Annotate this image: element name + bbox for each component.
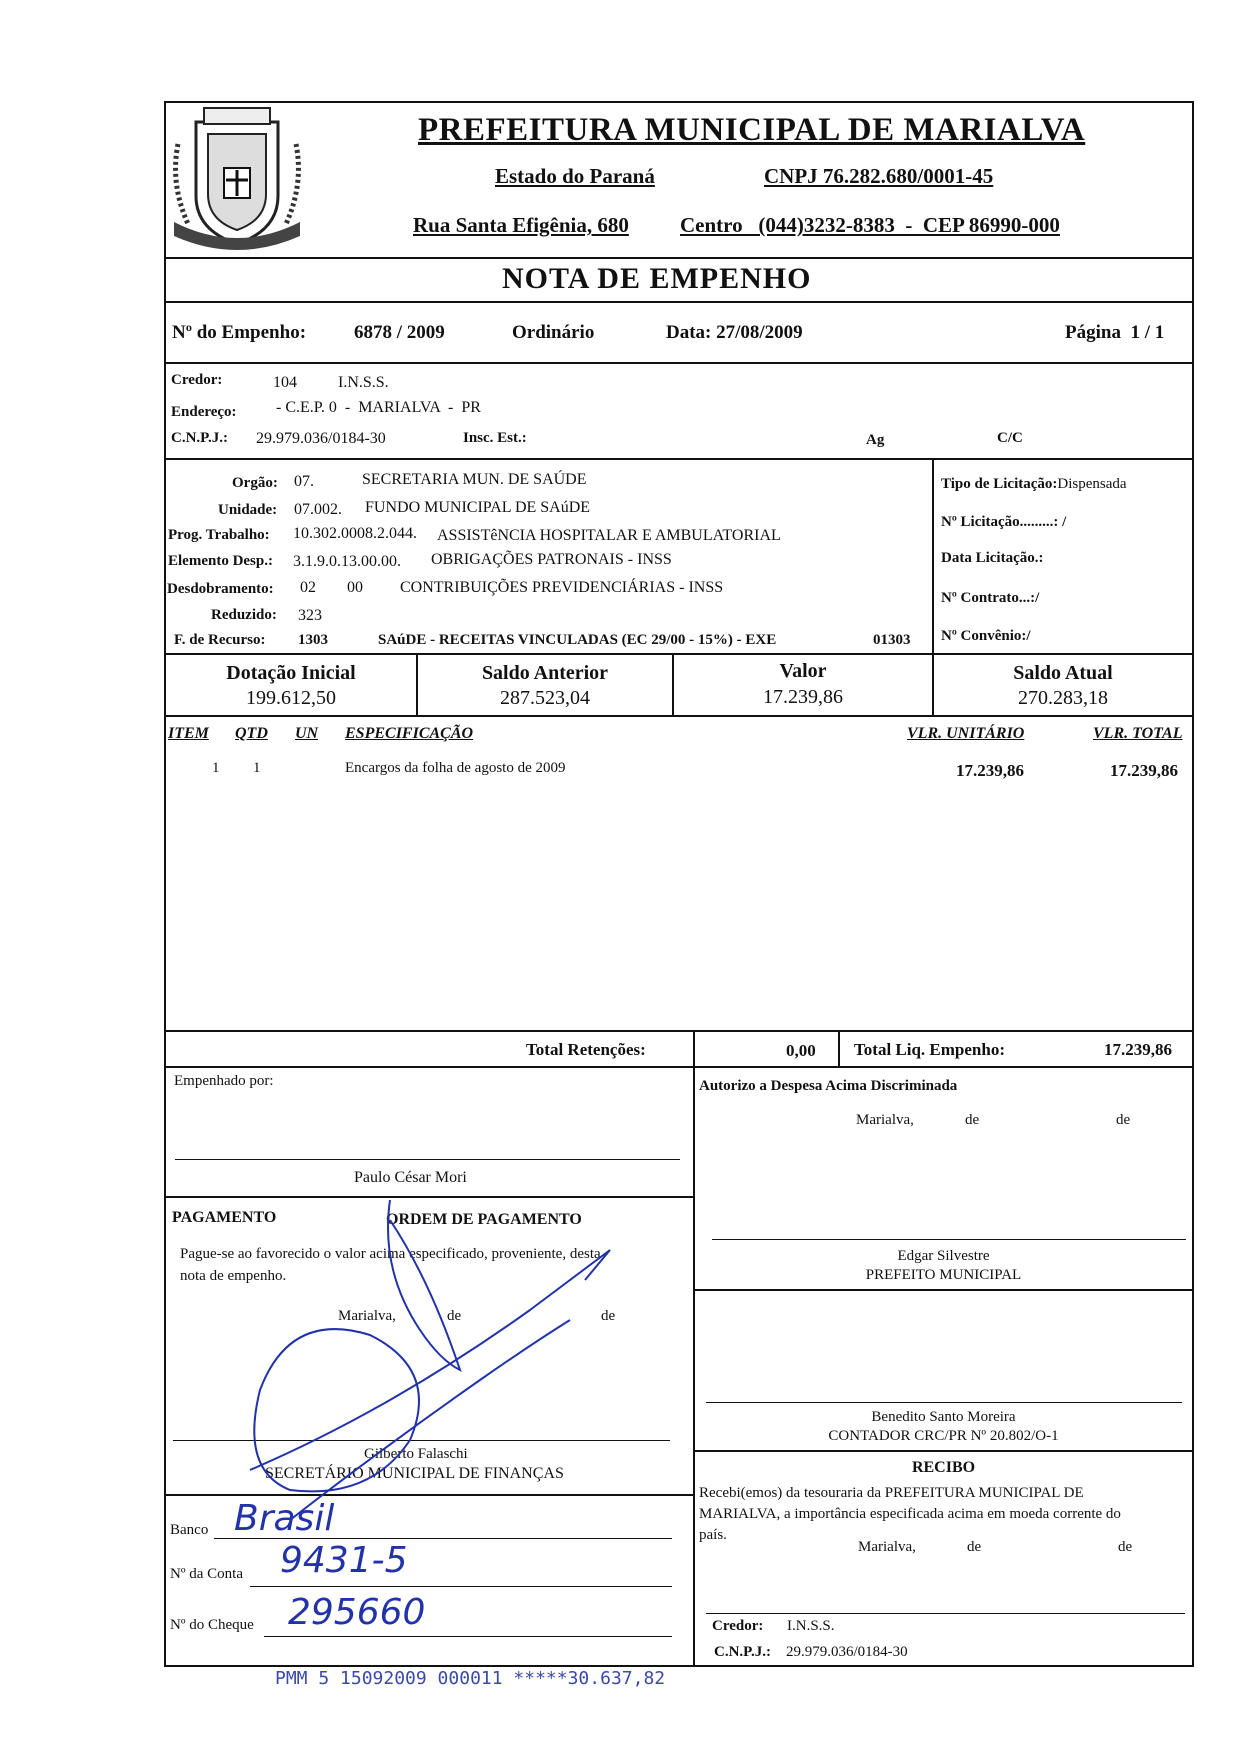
saldo-atual-value: 270.283,18	[1018, 687, 1108, 709]
tipo-licitacao: Tipo de Licitação:Dispensada	[941, 476, 1127, 492]
desdobramento-name: CONTRIBUIÇÕES PREVIDENCIÁRIAS - INSS	[400, 579, 724, 596]
elemento-desp-code: 3.1.9.0.13.00.00.	[293, 553, 401, 570]
prog-trabalho-label: Prog. Trabalho:	[168, 527, 270, 543]
orgao-label: Orgão:	[232, 475, 278, 491]
dotacao-inicial-value: 199.612,50	[246, 687, 336, 709]
pagamento-de-2: de	[601, 1308, 616, 1324]
col-vlr-unitario-header: VLR. UNITÁRIO	[907, 725, 1025, 742]
recibo-credor-value: I.N.S.S.	[787, 1618, 835, 1634]
saldo-atual-label: Saldo Atual	[1013, 662, 1113, 684]
recibo-cnpj-label: C.N.P.J.:	[714, 1644, 771, 1660]
saldo-anterior-label: Saldo Anterior	[481, 662, 609, 684]
autorizo-de-1: de	[965, 1112, 980, 1128]
empenho-type: Ordinário	[512, 322, 595, 343]
empenhado-por-name: Paulo César Mori	[354, 1169, 467, 1186]
prefeitura-contact: Centro (044)3232-8383 - CEP 86990-000	[680, 213, 1060, 237]
conta-label: Nº da Conta	[170, 1566, 243, 1582]
document-title: NOTA DE EMPENHO	[502, 262, 812, 295]
pagamento-text-1: Pague-se ao favorecido o valor acima especificado, proveniente, desta	[180, 1246, 601, 1262]
recibo-text-3: país.	[699, 1527, 727, 1543]
orgao-code: 07.	[294, 473, 314, 490]
recibo-label: RECIBO	[911, 1459, 976, 1476]
ag-label: Ag	[866, 432, 885, 448]
pagamento-de-1: de	[447, 1308, 462, 1324]
page-number: Página 1 / 1	[1065, 322, 1165, 343]
unidade-label: Unidade:	[218, 502, 278, 518]
reduzido-label: Reduzido:	[211, 607, 277, 623]
endereco-value: - C.E.P. 0 - MARIALVA - PR	[276, 399, 481, 416]
fonte-recurso-code-2: 01303	[873, 632, 911, 648]
credor-code: 104	[273, 374, 297, 391]
pagamento-text-2: nota de empenho.	[180, 1268, 287, 1284]
ordem-pagamento-label: ORDEM DE PAGAMENTO	[386, 1211, 582, 1228]
unidade-code: 07.002.	[294, 501, 342, 518]
endereco-label: Endereço:	[171, 404, 237, 420]
recibo-de-2: de	[1118, 1539, 1133, 1555]
reduzido-value: 323	[298, 607, 322, 624]
recibo-place: Marialva,	[858, 1539, 916, 1555]
valor-label: Valor	[779, 660, 827, 682]
credor-label: Credor:	[171, 372, 223, 388]
contador-name: Benedito Santo Moreira	[871, 1409, 1016, 1425]
desdobramento-code-1: 02	[300, 579, 316, 596]
table-row-total: 17.239,86	[1110, 761, 1178, 780]
fonte-recurso-name: SAúDE - RECEITAS VINCULADAS (EC 29/00 - 15%) - EXE	[378, 632, 777, 648]
col-qtd-header: QTD	[235, 725, 268, 742]
table-row-unit: 17.239,86	[956, 761, 1024, 780]
coat-of-arms-logo	[166, 104, 308, 254]
cheque-label: Nº do Cheque	[170, 1617, 254, 1633]
cheque-handwritten: 295660	[288, 1592, 426, 1633]
contador-title: CONTADOR CRC/PR Nº 20.802/O-1	[828, 1428, 1059, 1444]
table-row-qtd: 1	[253, 760, 261, 776]
credor-name: I.N.S.S.	[338, 374, 389, 391]
fonte-recurso-label: F. de Recurso:	[174, 632, 266, 648]
autorizo-de-2: de	[1116, 1112, 1131, 1128]
data-licitacao: Data Licitação.:	[941, 550, 1044, 566]
autorizo-label: Autorizo a Despesa Acima Discriminada	[699, 1078, 958, 1094]
prefeitura-cnpj: CNPJ 76.282.680/0001-45	[764, 164, 994, 188]
empenho-number: 6878 / 2009	[354, 322, 445, 343]
valor-value: 17.239,86	[763, 686, 843, 708]
prefeito-title: PREFEITO MUNICIPAL	[865, 1267, 1022, 1283]
elemento-desp-name: OBRIGAÇÕES PATRONAIS - INSS	[431, 551, 672, 568]
banco-label: Banco	[170, 1522, 209, 1538]
prog-trabalho-code: 10.302.0008.2.044.	[293, 525, 417, 542]
empenho-date: Data: 27/08/2009	[666, 322, 803, 343]
pagamento-label: PAGAMENTO	[172, 1209, 277, 1226]
secretario-name: Gilberto Falaschi	[364, 1446, 468, 1462]
insc-est-label: Insc. Est.:	[463, 430, 527, 446]
col-item-header: ITEM	[168, 725, 209, 742]
conta-handwritten: 9431-5	[280, 1540, 408, 1581]
recibo-text-2: MARIALVA, a importância especificada acima em moeda corrente do	[699, 1506, 1121, 1522]
col-vlr-total-header: VLR. TOTAL	[1093, 725, 1183, 742]
prefeito-name: Edgar Silvestre	[897, 1248, 990, 1264]
prefeitura-address: Rua Santa Efigênia, 680	[413, 213, 629, 237]
fonte-recurso-code: 1303	[298, 632, 328, 648]
total-retencoes-value: 0,00	[786, 1041, 816, 1060]
recibo-cnpj-value: 29.979.036/0184-30	[786, 1644, 908, 1660]
secretario-title: SECRETÁRIO MUNICIPAL DE FINANÇAS	[265, 1465, 564, 1482]
state-name: Estado do Paraná	[495, 164, 655, 188]
elemento-desp-label: Elemento Desp.:	[168, 553, 273, 569]
autorizo-place: Marialva,	[856, 1112, 914, 1128]
total-liquido-value: 17.239,86	[1104, 1040, 1172, 1059]
col-especificacao-header: ESPECIFICAÇÃO	[345, 725, 474, 742]
table-row-item: 1	[212, 760, 220, 776]
col-un-header: UN	[295, 725, 319, 742]
cnpj-label: C.N.P.J.:	[171, 430, 228, 446]
unidade-name: FUNDO MUNICIPAL DE SAúDE	[365, 499, 591, 516]
empenho-label: Nº do Empenho:	[172, 322, 307, 343]
numero-contrato: Nº Contrato...:/	[941, 590, 1040, 606]
desdobramento-label: Desdobramento:	[167, 581, 274, 597]
pagamento-place: Marialva,	[338, 1308, 396, 1324]
total-liquido-label: Total Liq. Empenho:	[854, 1040, 1005, 1059]
secretario-signature	[230, 1200, 650, 1520]
numero-licitacao: Nº Licitação.........: /	[941, 514, 1067, 530]
recibo-text-1: Recebi(emos) da tesouraria da PREFEITURA MUNICIPAL DE	[699, 1485, 1084, 1501]
numero-convenio: Nº Convênio:/	[941, 628, 1031, 644]
payment-stamp: PMM 5 15092009 000011 *****30.637,82	[275, 1668, 666, 1689]
saldo-anterior-value: 287.523,04	[500, 687, 590, 709]
prog-trabalho-name: ASSISTêNCIA HOSPITALAR E AMBULATORIAL	[437, 527, 781, 544]
empenhado-por-label: Empenhado por:	[174, 1073, 274, 1089]
prefeitura-title: PREFEITURA MUNICIPAL DE MARIALVA	[418, 112, 1086, 148]
recibo-de-1: de	[967, 1539, 982, 1555]
orgao-name: SECRETARIA MUN. DE SAÚDE	[362, 471, 587, 488]
credor-cnpj: 29.979.036/0184-30	[256, 430, 386, 447]
total-retencoes-label: Total Retenções:	[526, 1040, 646, 1059]
recibo-credor-label: Credor:	[712, 1618, 764, 1634]
table-row-spec: Encargos da folha de agosto de 2009	[345, 760, 566, 776]
cc-label: C/C	[997, 430, 1023, 446]
banco-handwritten: Brasil	[234, 1498, 335, 1539]
dotacao-inicial-label: Dotação Inicial	[226, 662, 356, 684]
desdobramento-code-2: 00	[347, 579, 363, 596]
